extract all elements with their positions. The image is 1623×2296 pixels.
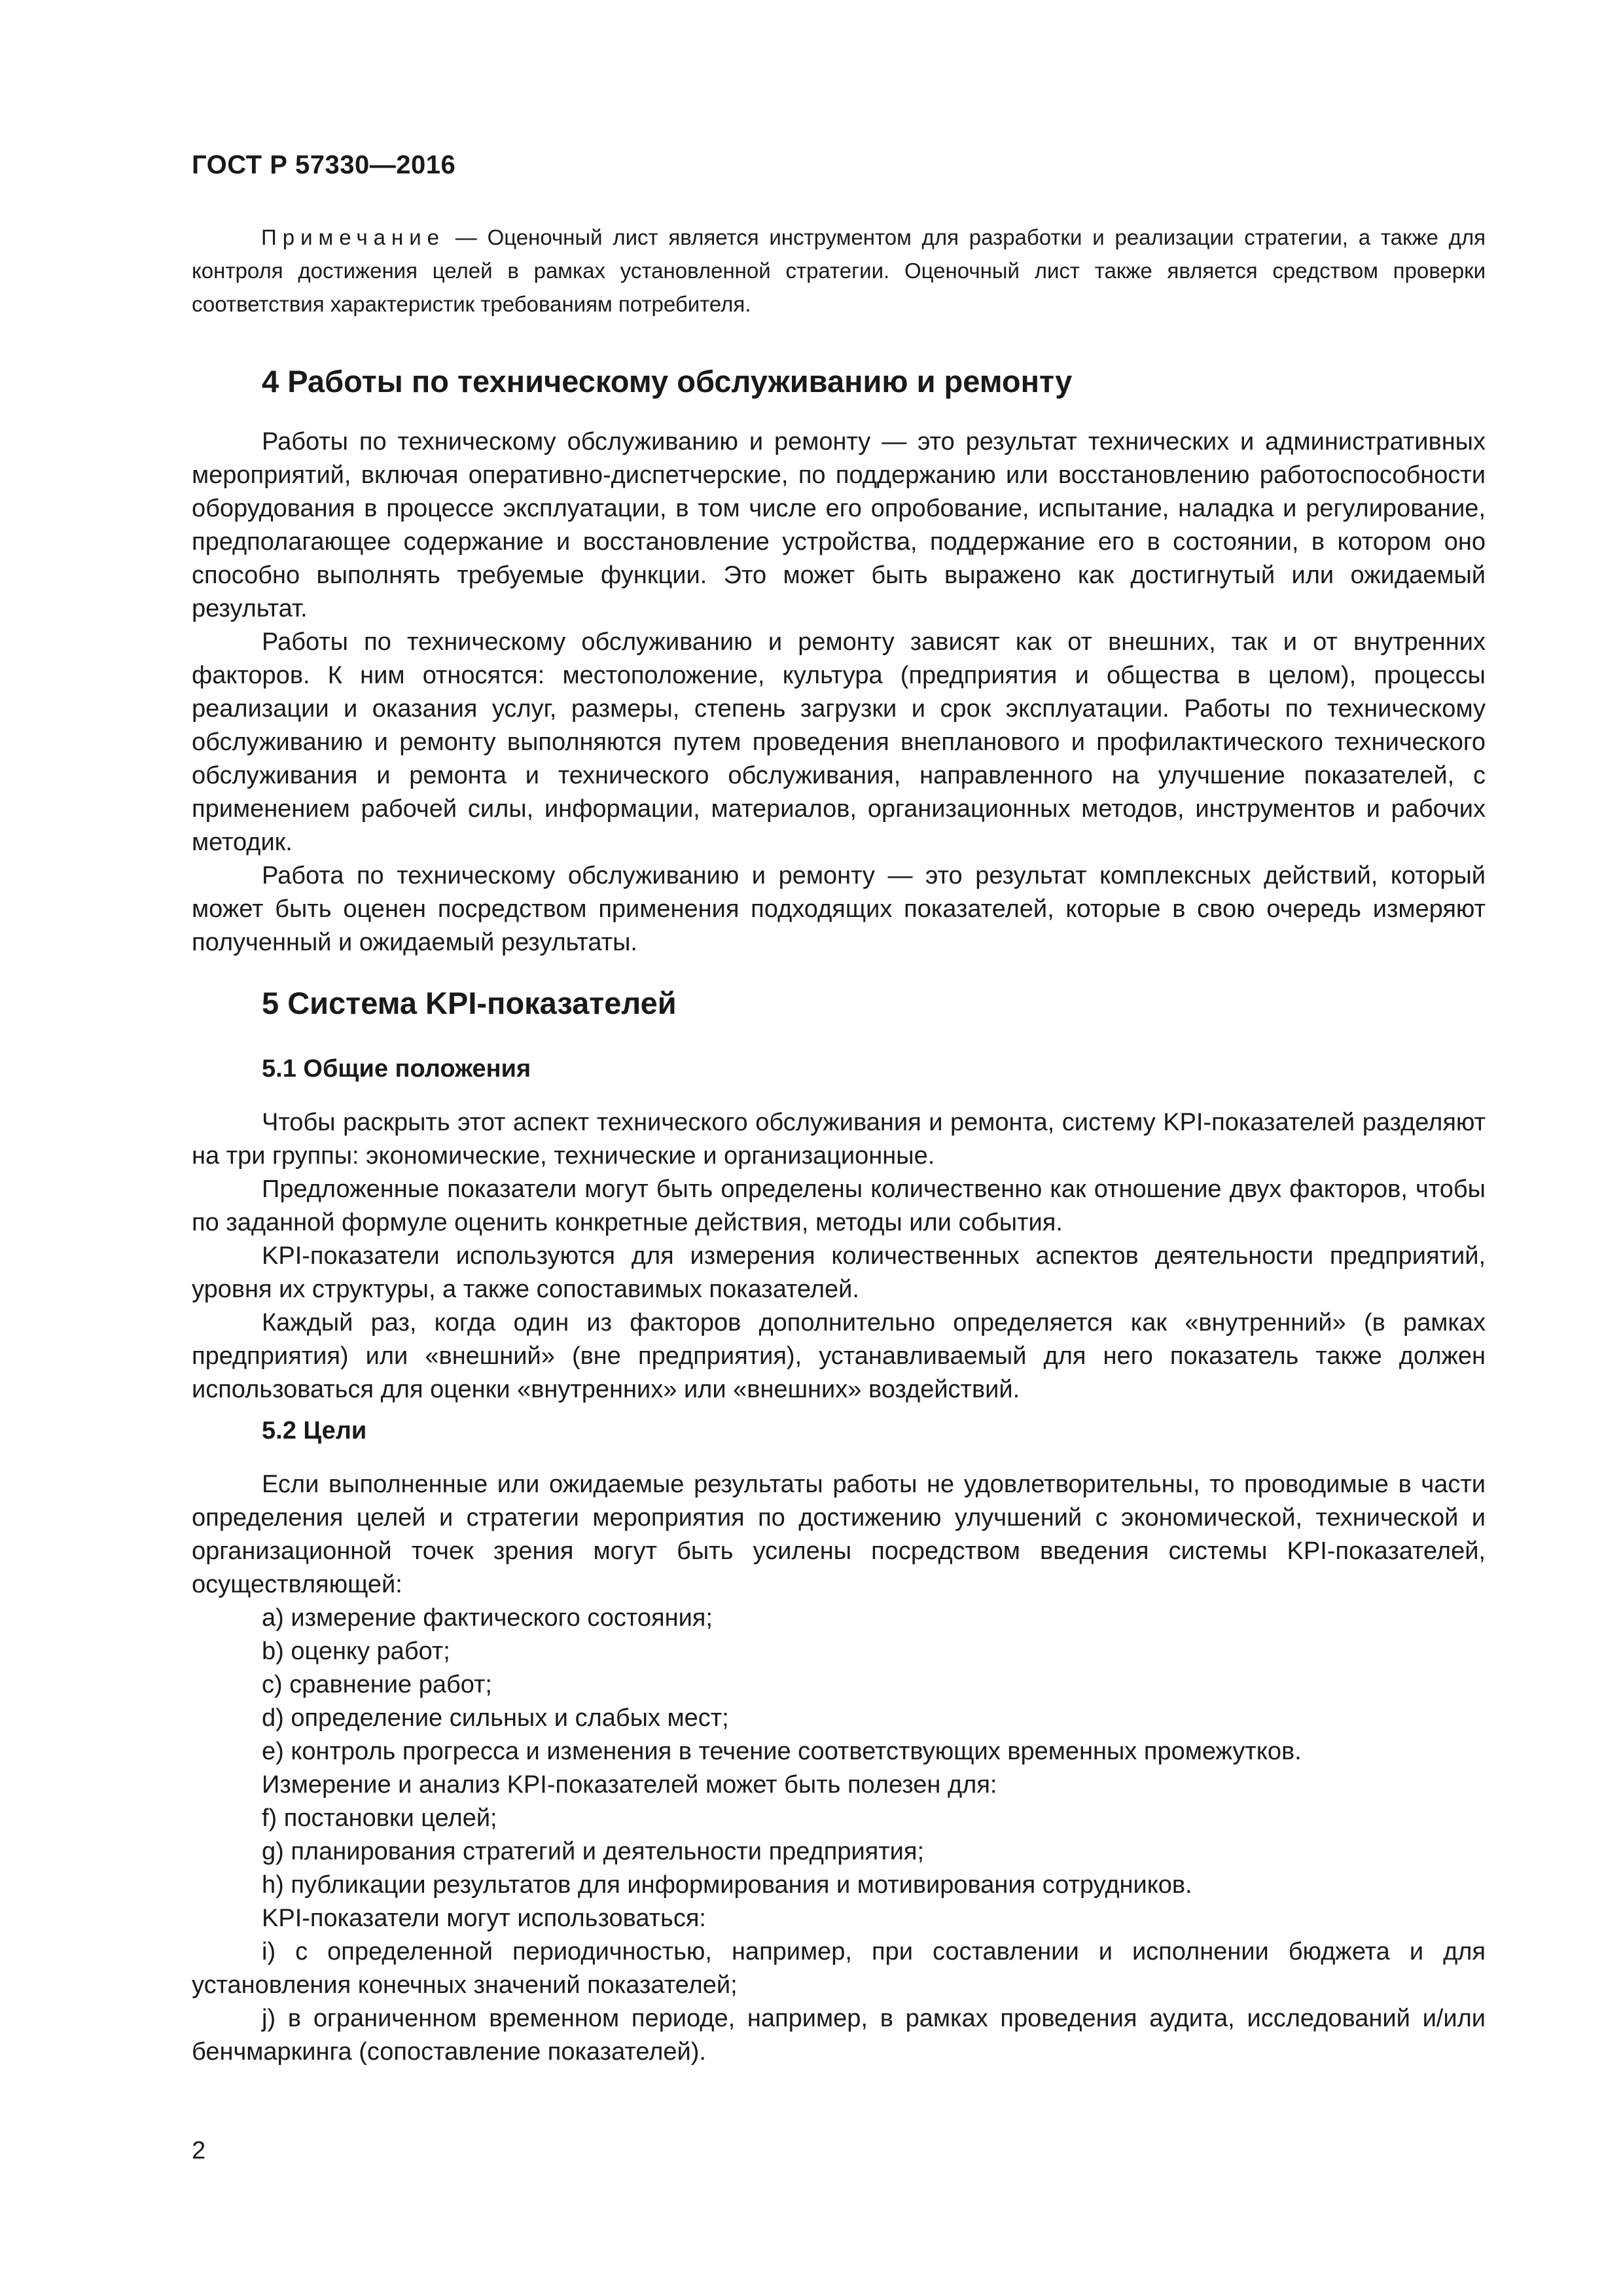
section-4-body xyxy=(192,425,1486,960)
list-item: i) с определенной периодичностью, например, при составлении и исполнении бюджета и для установления конечных значений показателей; xyxy=(192,1938,1486,1999)
list-item: c) сравнение работ; xyxy=(262,1671,492,1698)
standard-header: ГОСТ Р 57330—2016 xyxy=(192,151,456,179)
section-5-2-body xyxy=(192,1468,1486,2069)
section-4-title: 4 Работы по техническому обслуживанию и ремонту xyxy=(262,364,1073,399)
paragraph: Чтобы раскрыть этот аспект технического обслуживания и ремонта, систему KPI-показателей разделяют на три группы: экономические, технические и организационные. xyxy=(192,1109,1486,1170)
section-5-2-title: 5.2 Цели xyxy=(262,1417,367,1444)
paragraph: Если выполненные или ожидаемые результаты работы не удовлетворительны, то проводимые в части определения целей и стратегии мероприятия по достижению улучшений с экономической, технической и организационной точек зрения могут быть усилены посредством введения системы KPI-показателей, осуществляющей: xyxy=(192,1471,1486,1598)
section-5-1-body xyxy=(192,1106,1486,1407)
paragraph: KPI-показатели используются для измерения количественных аспектов деятельности предприятий, уровня их структуры, а также сопоставимых показателей. xyxy=(192,1242,1486,1303)
paragraph: Каждый раз, когда один из факторов дополнительно определяется как «внутренний» (в рамках предприятия) или «внешний» (вне предприятия), устанавливаемый для него показатель также должен использоваться для оценки «внутренних» или «внешних» воздействий. xyxy=(192,1309,1486,1403)
paragraph: Работа по техническому обслуживанию и ремонту — это результат комплексных действий, который может быть оценен посредством применения подходящих показателей, которые в свою очередь измеряют полученный и ожидаемый результаты. xyxy=(192,862,1486,956)
list-item: j) в ограниченном временном периоде, например, в рамках проведения аудита, исследований и/или бенчмаркинга (сопоставление показателей). xyxy=(192,2005,1486,2066)
note-text: — Оценочный лист является инструментом для разработки и реализации стратегии, а также для контроля достижения целей в рамках установленной стратегии. Оценочный лист также является средством проверки соответствия характеристик требованиям потребителя. xyxy=(192,225,1486,316)
list-item: g) планирования стратегий и деятельности предприятия; xyxy=(262,1838,925,1865)
list-item: b) оценку работ; xyxy=(262,1638,450,1665)
paragraph: Работы по техническому обслуживанию и ремонту — это результат технических и административных мероприятий, включая оперативно-диспетчерские, по поддержанию или восстановлению работоспособности оборудования в процессе эксплуатации, в том числе его опробование, испытание, наладка и регулирование, предполагающее содержание и восстановление устройства, поддержание его в состоянии, в котором оно способно выполнять требуемые функции. Это может быть выражено как достигнутый или ожидаемый результат. xyxy=(192,428,1486,622)
list-item: h) публикации результатов для информирования и мотивирования сотрудников. xyxy=(262,1871,1192,1899)
list-item: f) постановки целей; xyxy=(262,1804,497,1832)
page-number: 2 xyxy=(192,2137,206,2164)
paragraph: Предложенные показатели могут быть определены количественно как отношение двух факторов, чтобы по заданной формуле оценить конкретные действия, методы или события. xyxy=(192,1175,1486,1236)
list-item: e) контроль прогресса и изменения в течение соответствующих временных промежутков. xyxy=(262,1738,1302,1765)
paragraph: KPI-показатели могут использоваться: xyxy=(262,1905,706,1932)
list-item: a) измерение фактического состояния; xyxy=(262,1604,713,1632)
paragraph: Работы по техническому обслуживанию и ремонту зависят как от внешних, так и от внутренних факторов. К ним относятся: местоположение, культура (предприятия и общества в целом), процессы реализации и оказания услуг, размеры, степень загрузки и срок эксплуатации. Работы по техническому обслуживанию и ремонту выполняются путем проведения внепланового и профилактического технического обслуживания и ремонта и технического обслуживания, направленного на улучшение показателей, с применением рабочей силы, информации, материалов, организационных методов, инструментов и рабочих методик. xyxy=(192,628,1486,856)
note-label: Примечание xyxy=(261,225,446,249)
list-item: d) определение сильных и слабых мест; xyxy=(262,1704,729,1732)
section-5-1-title: 5.1 Общие положения xyxy=(262,1055,531,1083)
paragraph: Измерение и анализ KPI-показателей может быть полезен для: xyxy=(262,1771,997,1799)
section-5-title: 5 Система KPI-показателей xyxy=(262,986,677,1020)
note-paragraph xyxy=(192,221,1486,321)
